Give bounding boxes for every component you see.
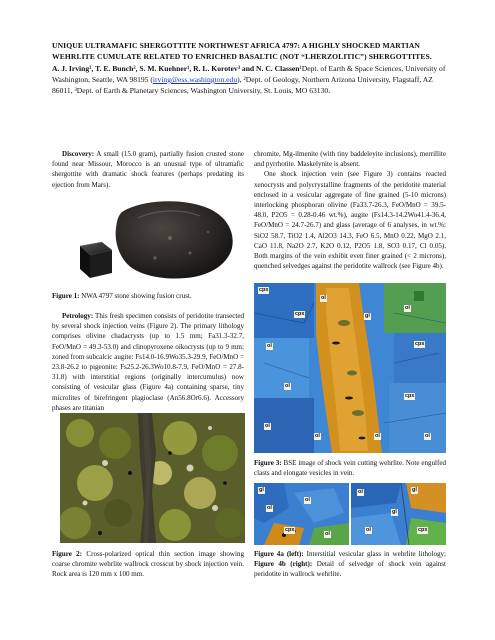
phase-label: cpx bbox=[285, 527, 295, 533]
discovery-paragraph bbox=[52, 149, 244, 190]
petrology-heading: Petrology: bbox=[62, 312, 94, 320]
author-block bbox=[52, 63, 452, 96]
figure-1-caption bbox=[52, 291, 244, 301]
figure-4b-image bbox=[351, 483, 446, 545]
phase-label: gl bbox=[412, 487, 417, 493]
phase-label: ol bbox=[366, 527, 371, 533]
phase-label: cpx bbox=[295, 311, 305, 317]
petrology-section bbox=[52, 311, 244, 413]
discovery-section bbox=[52, 149, 244, 190]
phase-label: gl bbox=[365, 313, 370, 319]
discovery-heading: Discovery: bbox=[62, 150, 95, 158]
phase-label: ol bbox=[265, 423, 270, 429]
phase-label: ol bbox=[321, 295, 326, 301]
affiliation-2: ), ²Dept. of Geology, Northern Arizona University, Flagstaff, AZ 86011, ³Dept. of Earth & Planetary Sciences, Washington University, St. Louis, MO 63130. bbox=[52, 75, 433, 95]
paper-title: UNIQUE ULTRAMAFIC SHERGOTTITE NORTHWEST AFRICA 4797: A HIGHLY SHOCKED MARTIAN WEHRLITE CUMULATE RELATED TO ENRICHED BASALTIC (NOT “LHERZOLITIC”) SHERGOTTITES. bbox=[52, 41, 432, 61]
figure-4a-label: Figure 4a (left): bbox=[254, 550, 304, 558]
figure-1-caption-text: NWA 4797 stone showing fusion crust. bbox=[79, 292, 192, 300]
figure-4-caption bbox=[254, 549, 446, 580]
authors: A. J. Irving¹, T. E. Bunch², S. M. Kuehner¹, R. L. Korotev³ and N. C. Classen bbox=[52, 64, 300, 73]
phase-label: ol bbox=[405, 305, 410, 311]
affiliation-1: ¹Dept. of Earth & Space Sciences, University of Washington, Seattle, WA 98195 ( bbox=[52, 64, 446, 84]
discovery-text: A small (15.0 gram), partially fusion crusted stone found near Missour, Morocco is an unusual type of ultramafic shergottite with dramatic shock features (perhaps predating its ejection from Mars). bbox=[52, 150, 244, 189]
email-link[interactable]: irving@ess.washington.edu bbox=[152, 75, 238, 84]
figure-2-label: Figure 2: bbox=[52, 550, 83, 558]
right-column-text bbox=[254, 149, 446, 271]
petrology-text: This fresh specimen consists of peridotite transected by several shock injection veins (Figure 2). The primary lithology comprises olivine chadacrysts (up to 1.5 mm; Fa31.3-32.7, FeO/MnO = 49.3-53.0) and clinopyroxene oikocrysts (up to 9 mm; zoned from subcalcic augite: Fs14.0-16.9Wo35.3-29.9, FeO/MnO = 23.8-26.2 to pigeonite: Fs25.2-26.3Wo10.8-7.9, FeO/MnO = 27.8-31.8) with interstitial regions (originally intercumulus) now consisting of vesicular glass (Figure 4a) containing sparse, tiny microlites of birefringent plagioclase (An56.8Or6.6). Accessory phases are titanian bbox=[52, 312, 244, 412]
figure-4a-caption-text: Interstitial vesicular glass in wehrlite lithology; bbox=[303, 550, 446, 558]
phase-label: gl bbox=[259, 487, 264, 493]
petrology-paragraph bbox=[52, 311, 244, 413]
phase-label: ol bbox=[358, 489, 363, 495]
figure-4b-label: Figure 4b (right): bbox=[254, 560, 313, 569]
phase-label: ol bbox=[285, 383, 290, 389]
figure-2-caption-text: Cross-polarized optical thin section image showing coarse chromite wehrlite wallrock crosscut by shock injection vein. Rock area is 120 mm x 100 mm. bbox=[52, 550, 244, 579]
phase-label: ol bbox=[305, 497, 310, 503]
figure-4b-caption-text: Detail of selvedge of shock vein against peridotite in wallrock wehrlite. bbox=[254, 560, 446, 579]
phase-label: gl bbox=[392, 509, 397, 515]
figure-2-caption bbox=[52, 549, 244, 580]
figure-3-caption-text: BSE image of shock vein cutting wehrlite. Note engulfed clasts and elongate vesicles in vein. bbox=[254, 459, 447, 478]
figure-1-image bbox=[60, 198, 245, 284]
figure-3-image bbox=[254, 283, 446, 453]
figure-4a-image bbox=[254, 483, 349, 545]
right-paragraph-1: chromite, Mg-ilmenite (with tiny baddeleyite inclusions), merrillite and pyrrhotite. Maskelynite is absent. bbox=[254, 150, 446, 169]
phase-label: ol bbox=[425, 433, 430, 439]
phase-label: cpx bbox=[405, 393, 415, 399]
phase-label: ol bbox=[375, 433, 380, 439]
phase-label: ol bbox=[325, 531, 330, 537]
phase-label: cpx bbox=[418, 527, 428, 533]
phase-label: ol bbox=[267, 343, 272, 349]
phase-label: cpx bbox=[415, 341, 425, 347]
right-paragraph-2: One shock injection vein (see Figure 3) contains reacted xenocrysts and polycrystalline fragments of the peridotite material enclosed in a vesicular aggregate of fine grained (5-10 microns) interlocking phosphoran olivine (Fa33.7-26.3, FeO/MnO = 39.5-48.0, P2O5 = 0.28-0.46 wt.%), augite (Fs14.3-14.2Wo41.4-36.4, FeO/MnO = 24.7-26.7) and glass (average of 6 analyses, in wt.%: SiO2 58.7, TiO2 1.4, Al2O3 14.3, FeO 6.5, MnO 0.22, MgO 2.1, CaO 11.8, Na2O 2.7, K2O 0.12, P2O5 1.8, SO3 0.17, Cl 0.05). Both margins of the vein exhibit even finer grained (< 2 microns), quenched selvedges against the peridotite wallrock (see Figure 4b). bbox=[254, 170, 446, 271]
phase-label: ol bbox=[267, 505, 272, 511]
figure-3-label: Figure 3: bbox=[254, 459, 282, 467]
phase-label: cpx bbox=[259, 287, 269, 293]
figure-2-image bbox=[60, 413, 245, 543]
figure-1-label: Figure 1: bbox=[52, 292, 80, 300]
phase-label: ol bbox=[315, 433, 320, 439]
figure-3-caption bbox=[254, 458, 446, 478]
